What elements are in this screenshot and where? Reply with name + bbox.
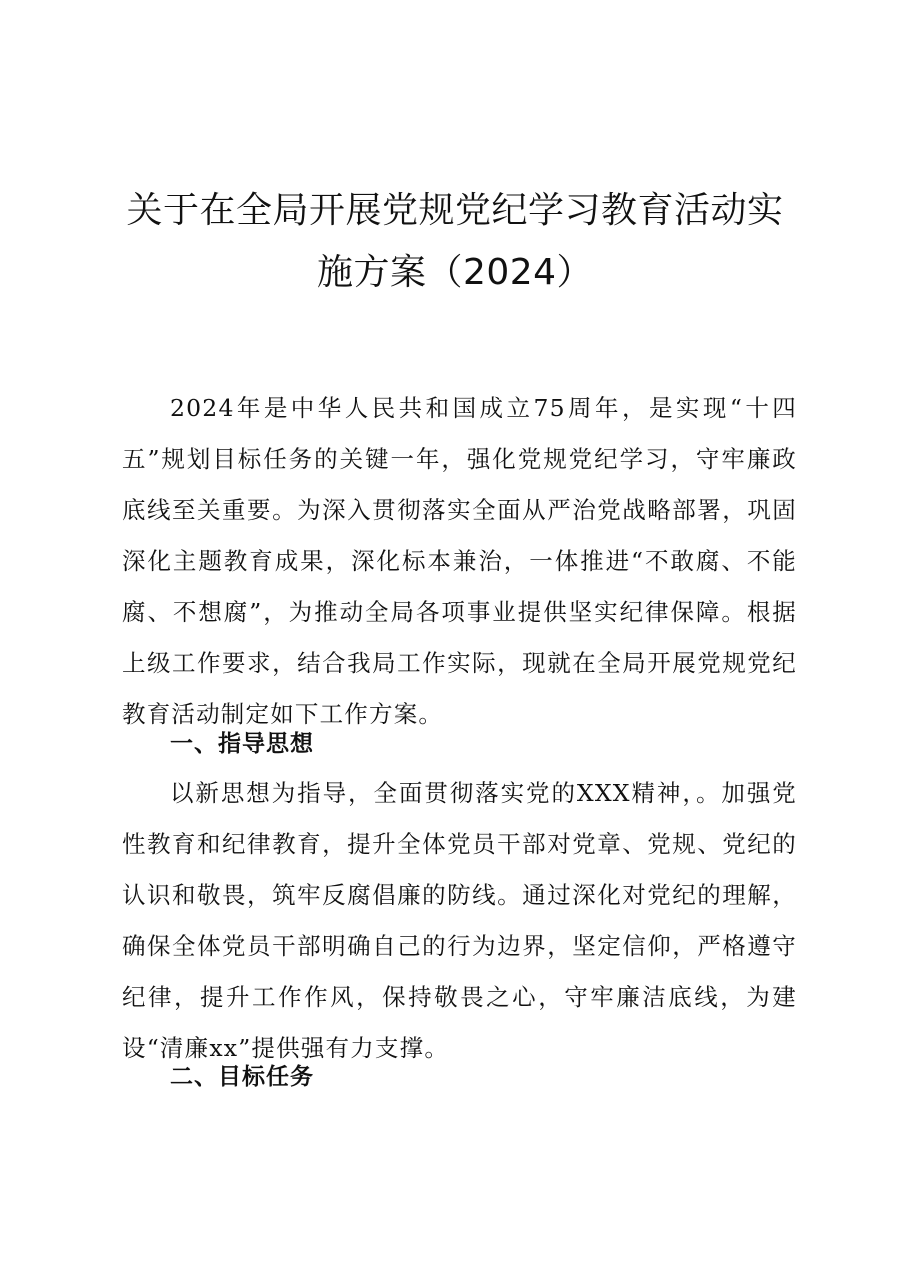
section-heading-guiding-ideology: 一、指导思想 xyxy=(170,731,314,757)
guiding-ideology-paragraph: 以新思想为指导，全面贯彻落实党的XXX精神，。加强党性教育和纪律教育，提升全体党员干部对党章、党规、党纪的认识和敬畏，筑牢反腐倡廉的防线。通过深化对党纪的理解，确保全体党员干部明确自己的行为边界，坚定信仰，严格遵守纪律，提升工作作风，保持敬畏之心，守牢廉洁底线，为建设“清廉xx”提供强有力支撑。 xyxy=(122,779,797,1062)
section-heading-objectives: 二、目标任务 xyxy=(170,1064,314,1090)
intro-paragraph: 2024年是中华人民共和国成立75周年，是实现“十四五”规划目标任务的关键一年，强化党规党纪学习，守牢廉政底线至关重要。为深入贯彻落实全面从严治党战略部署，巩固深化主题教育成果，深化标本兼治，一体推进“不敢腐、不能腐、不想腐”，为推动全局各项事业提供坚实纪律保障。根据上级工作要求，结合我局工作实际，现就在全局开展党规党纪教育活动制定如下工作方案。 xyxy=(122,394,797,728)
document-title: 关于在全局开展党规党纪学习教育活动实施方案（2024） xyxy=(126,190,784,293)
